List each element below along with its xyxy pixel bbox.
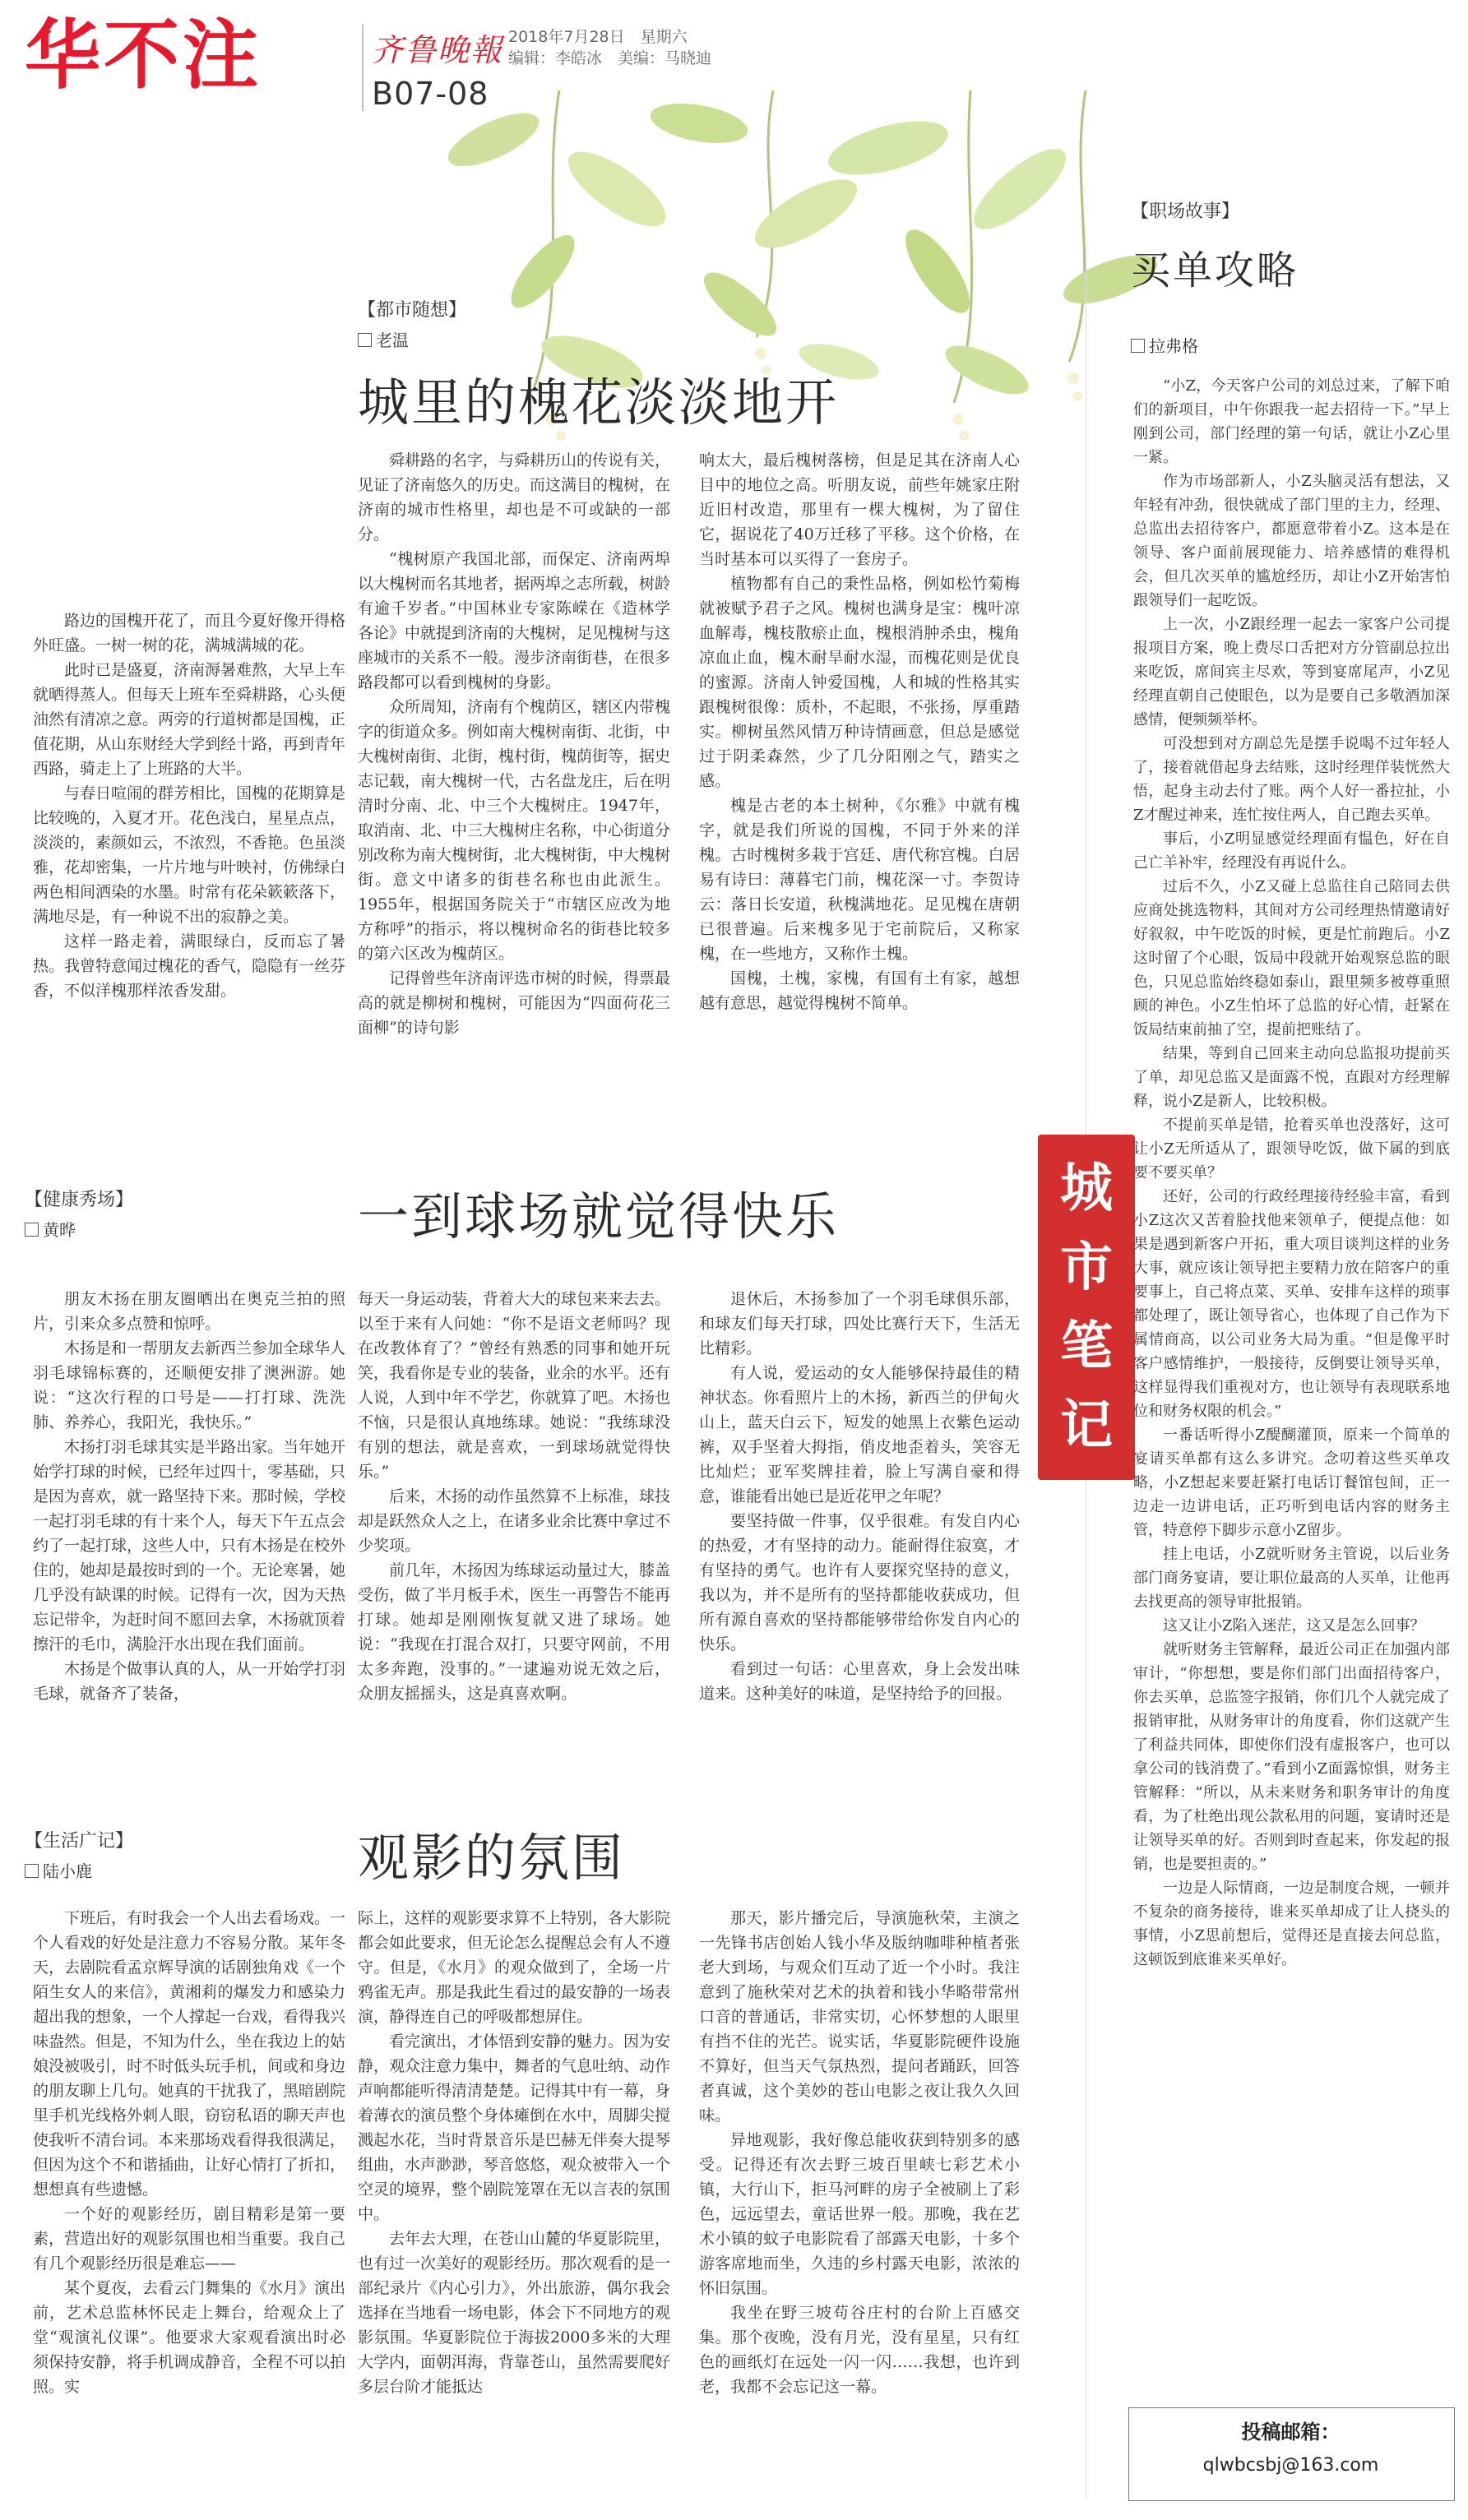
article2-column-3	[699, 1287, 1020, 1706]
paragraph: 不提前买单是错，抢着买单也没落好，这可让小Z无所适从了，跟领导吃饭，做下属的到底要不要买单？	[1133, 1117, 1450, 1181]
article2-section-tag: 【健康秀场】	[25, 1190, 134, 1210]
paragraph: 槐是古老的本土树种，《尔雅》中就有槐字，就是我们所说的国槐，不同于外来的洋槐。古时槐树多栽于宫廷、唐代称宫槐。白居易有诗曰：薄暮宅门前，槐花深一寸。李贺诗云：落日长安道，秋槐满地花。足见槐在唐朝已很普遍。后来槐多见于宅前院后，又称家槐，在一些地方，又称作土槐。	[699, 797, 1020, 963]
article3-column-1	[33, 1906, 345, 2399]
paragraph: 看到过一句话：心里喜欢，身上会发出味道来。这种美好的味道，是坚持给予的回报。	[699, 1660, 1020, 1703]
paragraph: 木扬是个做事认真的人，从一开始学打羽毛球，就备齐了装备，	[33, 1660, 346, 1703]
article2-column-2	[358, 1287, 670, 1706]
stamp-text: 城 市 笔 记	[1060, 1158, 1113, 1456]
city-notes-stamp	[1038, 1135, 1135, 1480]
date-line: 2018年7月28日 星期六	[508, 28, 688, 46]
paragraph: 结果，等到自己回来主动向总监报功提前买了单，却见总监又是面露不悦，直跟对方经理解释，说小Z是新人，比较积极。	[1133, 1045, 1450, 1110]
article2-column-1	[33, 1287, 345, 1706]
paragraph: “小Z，今天客户公司的刘总过来，了解下咱们的新项目，中午你跟我一起去招待一下。”早上刚到公司，部门经理的第一句话，就让小Z心里一紧。	[1133, 377, 1450, 466]
submission-label: 投稿邮箱：	[1241, 2421, 1341, 2444]
paragraph: 木扬打羽毛球其实是半路出家。当年她开始学打球的时候，已经年过四十，零基础，只是因为喜欢，就一路坚持下来。那时候，学校一起打羽毛球的有十来个人，每天下午五点会约了一起打球，这些人中，只有木扬是在校外住的，她却是最按时到的一个。无论寒暑，她几乎没有缺课的时候。记得有一次，因为天热忘记带伞，为赶时间不愿回去拿，木扬就顶着擦汗的毛巾，满脸汗水出现在我们面前。	[33, 1438, 346, 1653]
paragraph: 某个夏夜，去看云门舞集的《水月》演出前，艺术总监林怀民走上舞台，给观众上了堂“观演礼仪课”。他要求大家观看演出时必须保持安静，将手机调成静音，全程不可以拍照。实	[33, 2279, 346, 2396]
newspaper-logo: 齐鲁晚報	[372, 32, 504, 68]
paragraph: 看完演出，才体悟到安静的魅力。因为安静，观众注意力集中，舞者的气息吐纳、动作声响都能听得清清楚楚。记得其中有一幕，身着薄衣的演员整个身体瘫倒在水中，周脚尖搅溅起水花，当时背景音乐是巴赫无伴奏大提琴组曲，水声渺渺，琴音悠悠，观众被带入一个空灵的境界，整个剧院笼罩在无以言表的氛围中。	[358, 2032, 671, 2223]
paragraph: 过后不久，小Z又碰上总监往自己陪同去供应商处挑选物料，其间对方公司经理热情邀请好好叙叙，中午吃饭的时候，更是忙前跑后。小Z这时留了个心眼，饭局中段就开始观察总监的眼色，只见总监始终稳如泰山，跟里频多被尊重照顾的神色。小Z生怕坏了总监的好心情，赶紧在饭局结束前抽了空，提前把账结了。	[1133, 878, 1450, 1038]
paragraph: 可没想到对方副总先是摆手说喝不过年轻人了，接着就借起身去结账，这时经理佯装恍然大悟，起身主动去付了账。两个人好一番拉扯，小Z才醒过神来，连忙按住两人，自己跑去买单。	[1133, 735, 1450, 824]
paragraph: 后来，木扬的动作虽然算不上标准，球技却是跃然众人之上，在诸多业余比赛中拿过不少奖项。	[358, 1487, 671, 1555]
editor-line: 编辑：李皓冰 美编：马晓迪	[508, 49, 712, 67]
author-box-icon	[1131, 339, 1145, 353]
paragraph: 此时已是盛夏，济南溽暑难熬，大早上车就晒得蒸人。但每天上班车至舜耕路，心头便油然有清凉之意。两旁的行道树都是国槐，正值花期，从山东财经大学到经十路，再到青年西路，骑走上了上班路的大半。	[33, 661, 346, 778]
paragraph: 一个好的观影经历，剧目精彩是第一要素，营造出好的观影氛围也相当重要。我自己有几个观影经历很是难忘——	[33, 2205, 346, 2273]
paragraph: 一番话听得小Z醍醐灌顶，原来一个简单的宴请买单都有这么多讲究。念叨着这些买单攻略，小Z想起来要赶紧打电话订餐馆包间，正一边走一边讲电话，正巧听到电话内容的财务主管，特意停下脚步示意小Z留步。	[1133, 1426, 1450, 1539]
paragraph: 记得曾些年济南评选市树的时候，得票最高的就是柳树和槐树，可能因为“四面荷花三面柳”的诗句影	[358, 969, 671, 1037]
paragraph: 那天，影片播完后，导演施秋荣，主演之一先锋书店创始人钱小华及版纳咖啡种植者张老大到场，与观众们互动了近一个小时。我注意到了施秋荣对艺术的执着和钱小华略带常州口音的普通话，非常实切，心怀梦想的人眼里有挡不住的光芒。说实话，华夏影院硬件设施不算好，但当天气氛热烈，提问者踊跃，回答者真诚，这个美妙的苍山电影之夜让我久久回味。	[699, 1909, 1020, 2125]
article1-title: 城里的槐花淡淡地开	[358, 372, 840, 432]
paragraph: 一边是人际情商，一边是制度合规，一顿并不复杂的商务接待，谁来买单却成了让人挠头的事情，小Z思前想后，觉得还是直接去问总监，这顿饭到底谁来买单好。	[1133, 1880, 1450, 1968]
paragraph: 路边的国槐开花了，而且今夏好像开得格外旺盛。一树一树的花，满城满城的花。	[33, 612, 346, 654]
article1-author-name: 老温	[376, 331, 409, 350]
article4-section-tag: 【职场故事】	[1131, 201, 1240, 222]
article3-author	[25, 1858, 92, 1882]
paragraph: 植物都有自己的秉性品格，例如松竹菊梅就被赋予君子之风。槐树也满身是宝：槐叶凉血解毒，槐枝散瘀止血，槐根消肿杀虫，槐角凉血止血，槐木耐旱耐水湿，而槐花则是优良的蜜源。济南人钟爱国槐，人和城的性格其实跟槐树很像：质朴，不起眼，不张扬，厚重踏实。柳树虽然风情万种诗情画意，但总是感觉过于阴柔森然，少了几分阳刚之气，踏实之感。	[699, 575, 1020, 790]
article2-author-name: 黄晔	[43, 1220, 76, 1240]
author-box-icon	[25, 1864, 39, 1878]
article4-body	[1133, 374, 1450, 1972]
article1-column-2	[358, 448, 670, 1040]
paragraph: 与春日喧闹的群芳相比，国槐的花期算是比较晚的，入夏才开。花色浅白，星星点点，淡淡的，素颜如云，不浓烈，不香艳。色虽淡雅，花却密集，一片片地与叶映衬，仿佛绿白两色相间洒染的水墨。时常有花朵簌簌落下，满地尽是，有一种说不出的寂静之美。	[33, 784, 346, 926]
submission-email[interactable]: qlwbcsbj@163.com	[1202, 2455, 1379, 2476]
article3-column-2	[358, 1906, 670, 2399]
article3-section-tag: 【生活广记】	[25, 1831, 134, 1852]
paragraph: 要坚持做一件事，仅乎很难。有发自内心的热爱，才有坚持的动力。能耐得住寂寞，才有坚持的勇气。也许有人要探究坚持的意义，我以为，并不是所有的坚持都能收获成功，但所有源自喜欢的坚持都能够带给你发自内心的快乐。	[699, 1512, 1020, 1653]
paragraph: 木扬是和一帮朋友去新西兰参加全球华人羽毛球锦标赛的，还顺便安排了澳洲游。她说：“这次行程的口号是——打打球、洗洗肺、养养心，我阳光，我快乐。”	[33, 1339, 346, 1431]
paragraph: 舜耕路的名字，与舜耕历山的传说有关，见证了济南悠久的历史。而这满目的槐树，在济南的城市性格里，却也是不可或缺的一部分。	[358, 451, 671, 543]
paragraph: 就听财务主管解释，最近公司正在加强内部审计，“你想想，要是你们部门出面招待客户，你去买单，总监签字报销，你们几个人就完成了报销审批，从财务审计的角度看，你们这就产生了利益共同体，即使你们没有虚报客户，也可以拿公司的钱消费了。”看到小Z面露惊惧，财务主管解释：“所以，从未来财务和职务审计的角度看，为了杜绝出现公款私用的问题，宴请时还是让领导买单的好。否则到时查起来，你发起的报销，也是要担责的。”	[1133, 1641, 1450, 1873]
paragraph: 众所周知，济南有个槐荫区，辖区内带槐字的街道众多。例如南大槐树南街、北街，中大槐树南街、北街，槐村街，槐荫街等，据史志记载，南大槐树一代，古名盘龙庄，后在明清时分南、北、中三个大槐树庄。1947年，取消南、北、中三大槐树庄名称，中心街道分别改称为南大槐树街，北大槐树街，中大槐树街。意文中诸多的街巷名称也由此派生。1955年，根据国务院关于“市辖区应改为地方称呼”的指示，将以槐树命名的街巷比较多的第六区改为槐荫区。	[358, 698, 671, 963]
author-box-icon	[25, 1223, 39, 1237]
article4-author	[1131, 333, 1198, 357]
paragraph: 前几年，木扬因为练球运动量过大，膝盖受伤，做了半月板手术，医生一再警告不能再打球。她却是刚刚恢复就又进了球场。她说：“我现在打混合双打，只要守网前，不用太多奔跑，没事的。”一逮遍劝说无效之后，众朋友摇摇头，这是真喜欢啊。	[358, 1561, 671, 1703]
paragraph: 作为市场部新人，小Z头脑灵活有想法，又年轻有冲劲，很快就成了部门里的主力，经理、总监出去招待客户，都愿意带着小Z。这本是在领导、客户面前展现能力、培养感情的难得机会，但几次买单的尴尬经历，却让小Z开始害怕跟领导们一起吃饭。	[1133, 473, 1450, 609]
paragraph: 响太大，最后槐树落榜，但是足其在济南人心目中的地位之高。听朋友说，前些年姚家庄附近旧村改造，那里有一棵大槐树，为了留住它，据说花了40万迁移了平移。这个价格，在当时基本可以买得了一套房子。	[699, 451, 1020, 568]
paragraph: 异地观影，我好像总能收获到特别多的感受。记得还有次去野三坡百里峡七彩艺术小镇，大行山下，拒马河畔的房子全被刷上了彩色，远远望去，童话世界一般。那晚，我在艺术小镇的蚊子电影院看了部露天电影，十多个游客席地而坐，久违的乡村露天电影，浓浓的怀旧氛围。	[699, 2131, 1020, 2297]
paragraph: 我坐在野三坡苟谷庄村的台阶上百感交集。那个夜晚，没有月光，没有星星，只有红色的画纸灯在远处一闪一闪……我想，也许到老，我都不会忘记这一幕。	[699, 2304, 1020, 2396]
author-box-icon	[358, 333, 372, 347]
article3-column-3	[699, 1906, 1020, 2399]
article1-author	[358, 327, 409, 351]
paragraph: 朋友木扬在朋友圈晒出在奥克兰拍的照片，引来众多点赞和惊呼。	[33, 1290, 345, 1333]
paragraph: 有人说，爱运动的女人能够保持最佳的精神状态。你看照片上的木扬，新西兰的伊甸火山上，蓝天白云下，短发的她黑上衣紫色运动裤，双手坚着大拇指，俏皮地歪着头，笑容无比灿烂；亚军奖牌挂着，脸上写满自豪和得意，谁能看出她已是近花甲之年呢？	[699, 1364, 1020, 1505]
paragraph: 这又让小Z陷入迷茫，这又是怎么回事？	[1163, 1617, 1425, 1635]
article4-author-name: 拉弗格	[1149, 336, 1198, 356]
page-number: B07-08	[372, 76, 489, 112]
paragraph: 事后，小Z明显感觉经理面有愠色，好在自己亡羊补牢，经理没有再说什么。	[1133, 830, 1450, 872]
paragraph: 下班后，有时我会一个人出去看场戏。一个人看戏的好处是注意力不容易分散。某年冬天，去剧院看孟京辉导演的话剧独角戏《一个陌生女人的来信》，黄湘莉的爆发力和感染力超出我的想象，一个人撑起一台戏，看得我兴味盎然。但是，不知为什么，坐在我边上的姑娘没被吸引，时不时低头玩手机，间或和身边的朋友聊上几句。她真的干扰我了，黑暗剧院里手机光线格外刺人眼，窃窃私语的聊天声也使我听不清台词。本来那场戏看得我很满足，但因为这个不和谐插曲，让好心情打了折扣，想想真有些遗憾。	[33, 1909, 346, 2199]
paragraph: 还好，公司的行政经理接待经验丰富，看到小Z这次又苦着脸找他来领单子，便提点他：如果是遇到新客户开拓，重大项目谈判这样的业务大事，就应该让领导把主要精力放在陪客户的重要事上，自己将点菜、买单、安排车这样的琐事都处理了，既让领导省心，也体现了自己作为下属情商高，以公司业务大局为重。“但是像平时客户感情维护，一般接待，反倒要让领导买单，这样显得我们重视对方，也让领导有表现联系地位和财务权限的机会。”	[1133, 1188, 1450, 1420]
paragraph: 每天一身运动装，背着大大的球包来来去去。以至于来有人问她：“你不是语文老师吗？现在改教体育了？”曾经有熟悉的同事和她开玩笑，我看你是专业的装备，业余的水平。还有人说，人到中年不学艺，你就算了吧。木扬也不恼，只是很认真地练球。她说：“我练球没有别的想法，就是喜欢，一到球场就觉得快乐。”	[358, 1290, 671, 1481]
paragraph: 国槐，土槐，家槐，有国有土有家，越想越有意思，越觉得槐树不简单。	[699, 969, 1020, 1012]
paragraph: 上一次，小Z跟经理一起去一家客户公司提报项目方案，晚上费尽口舌把对方分管副总拉出来吃饭，席间宾主尽欢，等到宴席尾声，小Z见经理直朝自己使眼色，以为是要自己多敬酒加深感情，便频频举杯。	[1133, 616, 1450, 728]
article3-title: 观影的氛围	[358, 1828, 626, 1888]
article3-author-name: 陆小鹿	[43, 1861, 92, 1881]
paragraph: 退休后，木扬参加了一个羽毛球俱乐部，和球友们每天打球，四处比赛行天下，生活无比精彩。	[699, 1290, 1020, 1357]
paragraph: 去年去大理，在苍山山麓的华夏影院里，也有过一次美好的观影经历。那次观看的是一部纪录片《内心引力》，外出旅游，偶尔我会选择在当地看一场电影，体会下不同地方的观影氛围。华夏影院位于海拔2000多米的大理大学内，面朝洱海，背靠苍山，虽然需要爬好多层台阶才能抵达	[358, 2230, 671, 2396]
article4-title: 买单攻略	[1131, 247, 1299, 294]
article1-section-tag: 【都市随想】	[358, 300, 467, 321]
paragraph: 际上，这样的观影要求算不上特别，各大影院都会如此要求，但无论怎么提醒总会有人不遵守。但是，《水月》的观众做到了，全场一片鸦雀无声。那是我此生看过的最安静的一场表演，静得连自己的呼吸都想屏住。	[358, 1909, 671, 2026]
paragraph: 这样一路走着，满眼绿白，反而忘了暑热。我曾特意闻过槐花的香气，隐隐有一丝芬香，不似洋槐那样浓香发甜。	[33, 932, 346, 1000]
paragraph: “槐树原产我国北部，而保定、济南两埠以大槐树而名其地者，据两埠之志所载，树龄有逾千岁者。”中国林业专家陈嵘在《造林学各论》中就提到济南的大槐树，足见槐树与这座城市的关系不一般。漫步济南街巷，在很多路段都可以看到槐树的身影。	[358, 550, 671, 691]
article2-title: 一到球场就觉得快乐	[358, 1186, 840, 1246]
article1-column-3	[699, 448, 1020, 1015]
paragraph: 挂上电话，小Z就听财务主管说，以后业务部门商务宴请，要让职位最高的人买单，让他再去找更高的领导审批报销。	[1133, 1546, 1450, 1611]
article2-author	[25, 1217, 76, 1241]
article1-column-1	[33, 608, 345, 1003]
section-title: 华不注	[25, 12, 262, 99]
